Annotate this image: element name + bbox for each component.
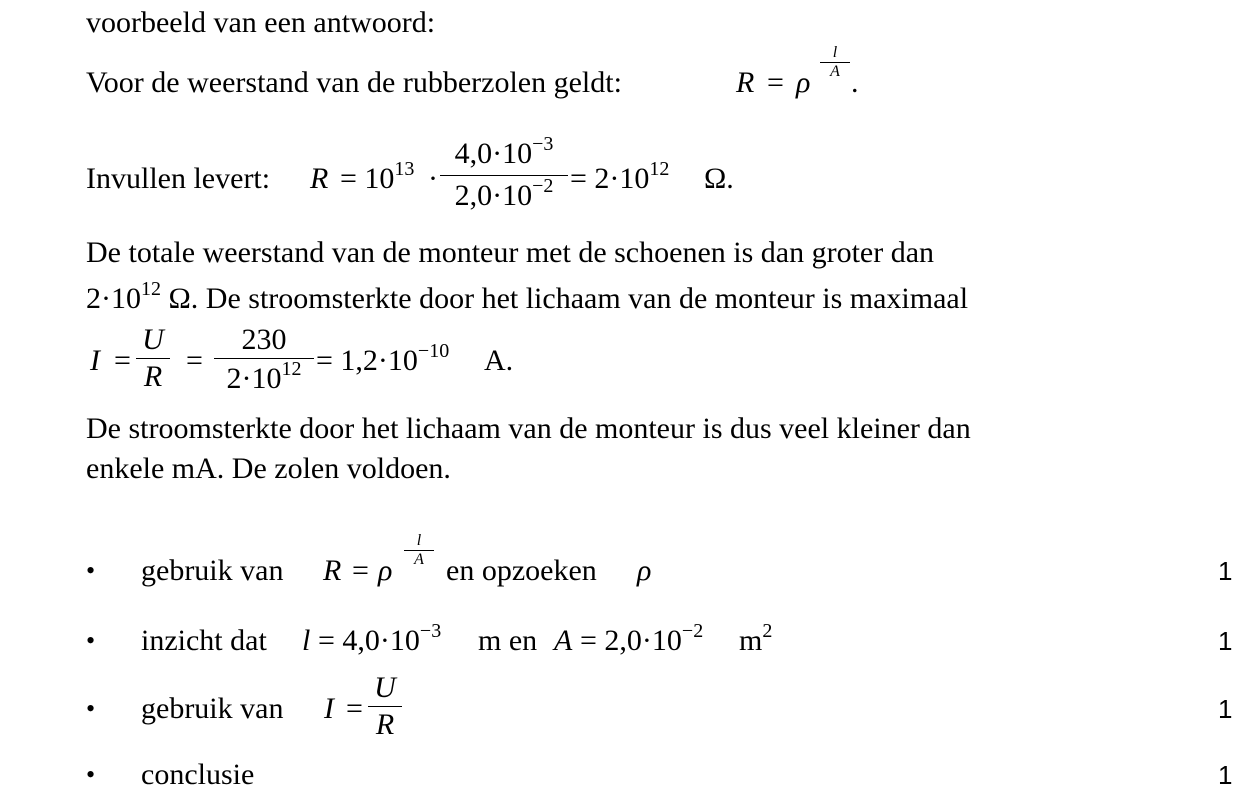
total-unit: Ω. bbox=[168, 282, 199, 315]
conclusion-line-2: enkele mA. De zolen voldoen. bbox=[86, 452, 451, 485]
crit3-eq: = bbox=[346, 692, 363, 725]
current-value-denominator: $2\cdot 10^{12}$ bbox=[226, 358, 302, 395]
criterion-3-score: 1 bbox=[1218, 694, 1233, 724]
substitution-text: Invullen levert: bbox=[86, 162, 271, 195]
current-fraction bbox=[136, 322, 170, 395]
current-eq1: = bbox=[114, 344, 131, 377]
criterion-bullet: • bbox=[86, 760, 96, 789]
current-unit: A. bbox=[484, 344, 514, 377]
criterion-4-score: 1 bbox=[1218, 760, 1233, 790]
current-eq2: = bbox=[186, 344, 203, 377]
fraction-numerator: l bbox=[832, 44, 838, 61]
criterion-1-score: 1 bbox=[1218, 556, 1233, 586]
criterion-4-text: conclusie bbox=[141, 758, 255, 791]
crit3-fraction bbox=[368, 670, 402, 743]
crit3-numerator: U bbox=[374, 671, 396, 704]
criterion-2-text: inzicht dat bbox=[141, 624, 267, 657]
current-numerator: U bbox=[142, 323, 164, 356]
total-resistance-line: De totale weerstand van de monteur met de schoenen is dan groter dan bbox=[86, 236, 935, 269]
formula-R: R bbox=[736, 66, 755, 99]
crit1-post: en opzoeken bbox=[446, 554, 597, 587]
subst-unit: Ω. bbox=[704, 162, 734, 195]
crit1-eq: = bbox=[352, 554, 369, 587]
crit2-l: l bbox=[302, 624, 311, 657]
criterion-2-score: 1 bbox=[1218, 626, 1233, 656]
crit3-denominator: R bbox=[375, 708, 395, 741]
conclusion-line-1: De stroomsterkte door het lichaam van de monteur is dus veel kleiner dan bbox=[86, 412, 971, 445]
current-I: I bbox=[90, 344, 100, 377]
formula-eq: = bbox=[767, 66, 784, 99]
current-denominator: R bbox=[143, 360, 163, 393]
formula-end: . bbox=[851, 66, 859, 99]
current-value-numerator: 230 bbox=[241, 323, 287, 356]
criterion-bullet: • bbox=[86, 556, 96, 585]
crit1-fraction bbox=[404, 532, 434, 569]
subst-R: R bbox=[310, 162, 329, 195]
subst-eq2: = $2\cdot 10^{12}$ bbox=[570, 158, 670, 195]
total-value: $2\cdot 10^{12}$ bbox=[86, 278, 161, 315]
subst-numerator: $4,0\cdot 10^{-3}$ bbox=[454, 133, 554, 170]
crit2-unit: $m^2$ bbox=[739, 620, 773, 657]
max-current-text: De stroomsterkte door het lichaam van de monteur is maximaal bbox=[205, 282, 969, 315]
current-result: = $1,2\cdot 10^{-10}$ bbox=[316, 340, 450, 377]
subst-eq1: = $10^{13}$ bbox=[340, 158, 415, 195]
subst-dot: · bbox=[428, 162, 438, 195]
subst-denominator: $2,0\cdot 10^{-2}$ bbox=[454, 175, 554, 212]
resistance-text: Voor de weerstand van de rubberzolen geldt: bbox=[86, 66, 622, 99]
criterion-bullet: • bbox=[86, 626, 96, 655]
crit2-value-l: = $4,0\cdot 10^{-3}$ bbox=[318, 620, 442, 657]
crit1-denominator: A bbox=[414, 551, 424, 568]
current-value-fraction bbox=[214, 322, 314, 402]
crit1-R: R bbox=[323, 554, 342, 587]
crit1-rho: ρ bbox=[378, 554, 393, 587]
formula-rho: ρ bbox=[796, 66, 811, 99]
crit1-rho2: ρ bbox=[637, 554, 652, 587]
answer-intro: voorbeeld van een antwoord: bbox=[86, 6, 436, 39]
criterion-bullet: • bbox=[86, 694, 96, 723]
crit3-I: I bbox=[324, 692, 334, 725]
max-current-line bbox=[86, 278, 969, 319]
criterion-1-text: gebruik van bbox=[141, 554, 284, 587]
fraction-denominator: A bbox=[830, 63, 840, 80]
crit2-value-A: = $2,0\cdot 10^{-2}$ bbox=[580, 620, 704, 657]
criterion-3-text: gebruik van bbox=[141, 692, 284, 725]
subst-fraction bbox=[440, 133, 568, 219]
crit1-numerator: l bbox=[416, 532, 422, 549]
crit2-mid: m en bbox=[478, 624, 538, 657]
crit2-A: A bbox=[554, 624, 573, 657]
resistance-formula-line bbox=[86, 66, 622, 100]
formula-fraction bbox=[820, 44, 850, 81]
